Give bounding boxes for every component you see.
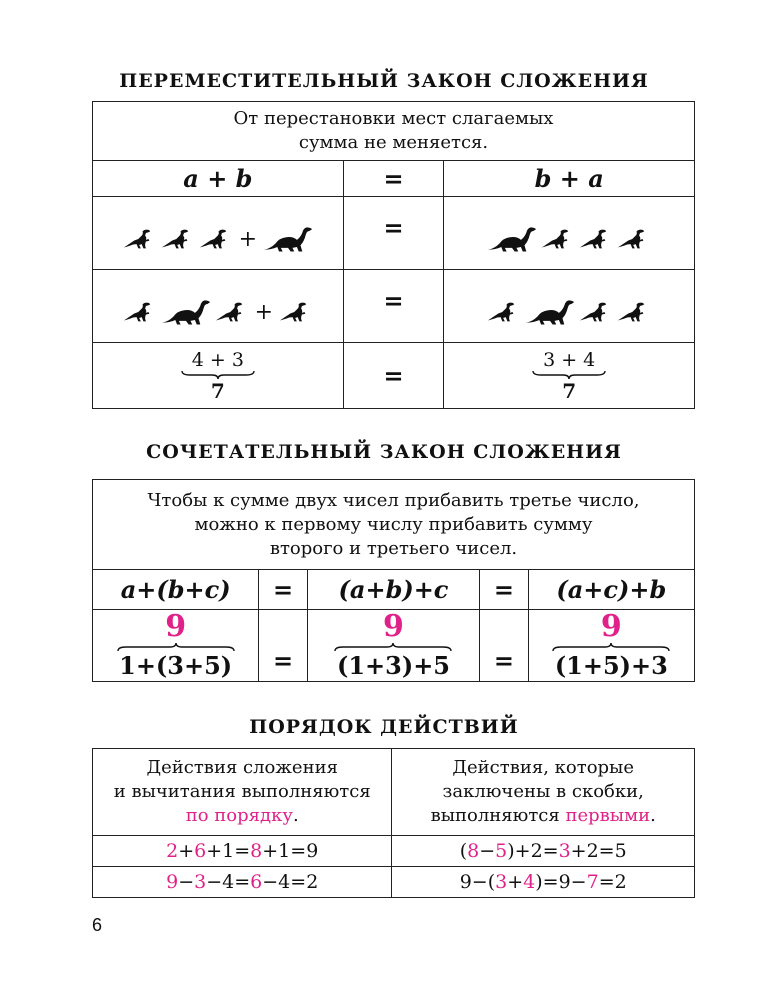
formula-2: (a+b)+c <box>307 570 479 610</box>
brace-icon <box>551 642 671 652</box>
big-dinosaur-icon <box>487 225 537 253</box>
associative-rule <box>93 480 695 570</box>
section1-title: ПЕРЕМЕСТИТЕЛЬНЫЙ ЗАКОН СЛОЖЕНИЯ <box>119 70 649 92</box>
rule-line: Действия сложения <box>146 757 338 778</box>
formula-3: (a+c)+b <box>528 570 694 610</box>
page-number: 6 <box>92 915 103 935</box>
result-nine: 9 <box>165 608 187 644</box>
order-right-rule <box>392 749 695 836</box>
big-dinosaur-icon <box>525 298 575 326</box>
rule-line <box>392 804 694 828</box>
brace-icon <box>180 370 256 380</box>
equals-sign: = <box>259 610 308 682</box>
dino-sum-cell <box>93 270 344 343</box>
dino-sum-cell <box>444 270 695 343</box>
equals-sign: = <box>480 570 529 610</box>
example-cell-2 <box>307 610 479 682</box>
example-expression: 1+(3+5) <box>119 650 233 680</box>
small-dinosaur-icon <box>541 228 575 250</box>
equals-sign: = <box>259 570 308 610</box>
plus-sign: + <box>254 299 274 325</box>
small-dinosaur-icon <box>579 228 613 250</box>
right-formula: b + a <box>444 161 695 197</box>
big-dinosaur-icon <box>161 298 211 326</box>
example-cell-3 <box>528 610 694 682</box>
rule-line: От перестановки мест слагаемых <box>233 108 554 129</box>
commutative-table <box>92 101 695 409</box>
sum-result: 7 <box>210 378 225 403</box>
addends: 3 + 4 <box>543 348 596 371</box>
rule-line: второго и третьего чисел. <box>269 537 518 559</box>
section3-title: ПОРЯДОК ДЕЙСТВИЙ <box>249 716 519 738</box>
rule-line: Действия, которые <box>452 757 635 778</box>
example-cell-1 <box>93 610 259 682</box>
small-dinosaur-icon <box>123 228 157 250</box>
order-table <box>92 748 695 898</box>
small-dinosaur-icon <box>617 228 651 250</box>
rule-line <box>93 804 391 828</box>
rule-line: и вычитания выполняются <box>113 781 371 802</box>
order-example-3: (8−5)+2=3+2=5 <box>392 836 695 867</box>
small-dinosaur-icon <box>579 301 613 323</box>
small-dinosaur-icon <box>279 301 313 323</box>
small-dinosaur-icon <box>123 301 157 323</box>
equals-sign: = <box>480 610 529 682</box>
order-left-rule <box>93 749 392 836</box>
sum-result: 7 <box>562 378 577 403</box>
brace-icon <box>531 370 607 380</box>
result-nine: 9 <box>383 608 404 644</box>
order-example-4: 9−(3+4)=9−7=2 <box>392 867 695 898</box>
brace-icon <box>333 642 453 652</box>
big-dinosaur-icon <box>263 225 313 253</box>
small-dinosaur-icon <box>215 301 249 323</box>
punctuation: . <box>292 805 299 826</box>
numeric-sum-cell <box>444 343 695 409</box>
rule-line: можно к первому числу прибавить сумму <box>194 513 593 535</box>
brace-icon <box>116 642 236 652</box>
equals-sign: = <box>343 197 444 270</box>
small-dinosaur-icon <box>199 228 233 250</box>
dino-sum-cell <box>93 197 344 270</box>
small-dinosaur-icon <box>487 301 521 323</box>
order-example-1: 2+6+1=8+1=9 <box>93 836 392 867</box>
equals-sign: = <box>343 161 444 197</box>
example-expression: (1+3)+5 <box>336 650 450 680</box>
order-example-2: 9−3−4=6−4=2 <box>93 867 392 898</box>
formula-1: a+(b+c) <box>93 570 259 610</box>
equals-sign: = <box>343 343 444 409</box>
example-expression: (1+5)+3 <box>554 650 668 680</box>
associative-table <box>92 479 695 682</box>
result-nine: 9 <box>600 608 622 644</box>
addends: 4 + 3 <box>191 348 244 371</box>
rule-line: Чтобы к сумме двух чисел прибавить третье число, <box>147 489 640 511</box>
rule-line: сумма не меняется. <box>298 132 489 153</box>
rule-text: выполняются <box>430 805 560 826</box>
highlight-text: по порядку <box>185 805 293 826</box>
punctuation: . <box>650 805 656 826</box>
small-dinosaur-icon <box>161 228 195 250</box>
rule-line: заключены в скобки, <box>442 781 644 802</box>
highlight-text: первыми <box>565 805 651 826</box>
small-dinosaur-icon <box>617 301 651 323</box>
left-formula: a + b <box>93 161 344 197</box>
numeric-sum-cell <box>93 343 344 409</box>
section2-title: СОЧЕТАТЕЛЬНЫЙ ЗАКОН СЛОЖЕНИЯ <box>146 441 622 463</box>
equals-sign: = <box>343 270 444 343</box>
dino-sum-cell <box>444 197 695 270</box>
plus-sign: + <box>238 226 258 252</box>
commutative-rule <box>93 102 695 161</box>
